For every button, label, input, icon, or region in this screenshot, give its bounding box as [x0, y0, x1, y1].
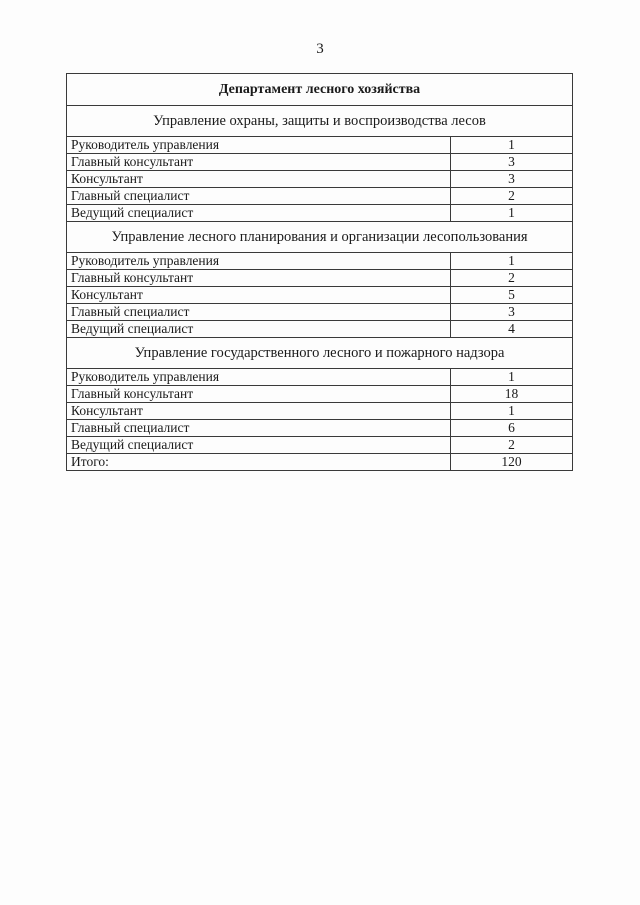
- position-cell: Главный специалист: [67, 188, 451, 205]
- position-cell: Консультант: [67, 403, 451, 420]
- position-cell: Руководитель управления: [67, 253, 451, 270]
- count-cell: 2: [451, 188, 573, 205]
- count-cell: 3: [451, 154, 573, 171]
- position-cell: Ведущий специалист: [67, 321, 451, 338]
- section-header-row: [67, 338, 573, 369]
- table-row: [67, 403, 573, 420]
- table-row: [67, 369, 573, 386]
- position-cell: Главный специалист: [67, 420, 451, 437]
- section-header-row: [67, 106, 573, 137]
- count-cell: 3: [451, 171, 573, 188]
- position-cell: Главный консультант: [67, 154, 451, 171]
- section-title: Управление лесного планирования и организации лесопользования: [67, 222, 573, 253]
- table-row: [67, 188, 573, 205]
- table-row: [67, 321, 573, 338]
- position-cell: Главный специалист: [67, 304, 451, 321]
- count-cell: 2: [451, 270, 573, 287]
- table-row: [67, 420, 573, 437]
- total-row: [67, 454, 573, 471]
- count-cell: 6: [451, 420, 573, 437]
- table-row: [67, 270, 573, 287]
- page-number: 3: [316, 41, 324, 57]
- position-cell: Консультант: [67, 287, 451, 304]
- table-row: [67, 154, 573, 171]
- count-cell: 1: [451, 403, 573, 420]
- section-title: Управление охраны, защиты и воспроизводства лесов: [67, 106, 573, 137]
- section-header-row: [67, 222, 573, 253]
- position-cell: Руководитель управления: [67, 369, 451, 386]
- count-cell: 4: [451, 321, 573, 338]
- section-title: Управление государственного лесного и пожарного надзора: [67, 338, 573, 369]
- table-row: [67, 253, 573, 270]
- table-row: [67, 304, 573, 321]
- table-row: [67, 386, 573, 403]
- count-cell: 18: [451, 386, 573, 403]
- table-row: [67, 137, 573, 154]
- count-cell: 1: [451, 369, 573, 386]
- department-header-row: [67, 74, 573, 106]
- count-cell: 1: [451, 205, 573, 222]
- table-row: [67, 287, 573, 304]
- count-cell: 2: [451, 437, 573, 454]
- table-row: [67, 171, 573, 188]
- position-cell: Руководитель управления: [67, 137, 451, 154]
- department-title: Департамент лесного хозяйства: [67, 74, 573, 106]
- count-cell: 1: [451, 137, 573, 154]
- count-cell: 3: [451, 304, 573, 321]
- table-row: [67, 205, 573, 222]
- position-cell: Ведущий специалист: [67, 205, 451, 222]
- position-cell: Главный консультант: [67, 386, 451, 403]
- table-row: [67, 437, 573, 454]
- count-cell: 5: [451, 287, 573, 304]
- staffing-table: [66, 73, 573, 471]
- count-cell: 1: [451, 253, 573, 270]
- total-count: 120: [451, 454, 573, 471]
- total-label: Итого:: [67, 454, 451, 471]
- position-cell: Консультант: [67, 171, 451, 188]
- position-cell: Ведущий специалист: [67, 437, 451, 454]
- position-cell: Главный консультант: [67, 270, 451, 287]
